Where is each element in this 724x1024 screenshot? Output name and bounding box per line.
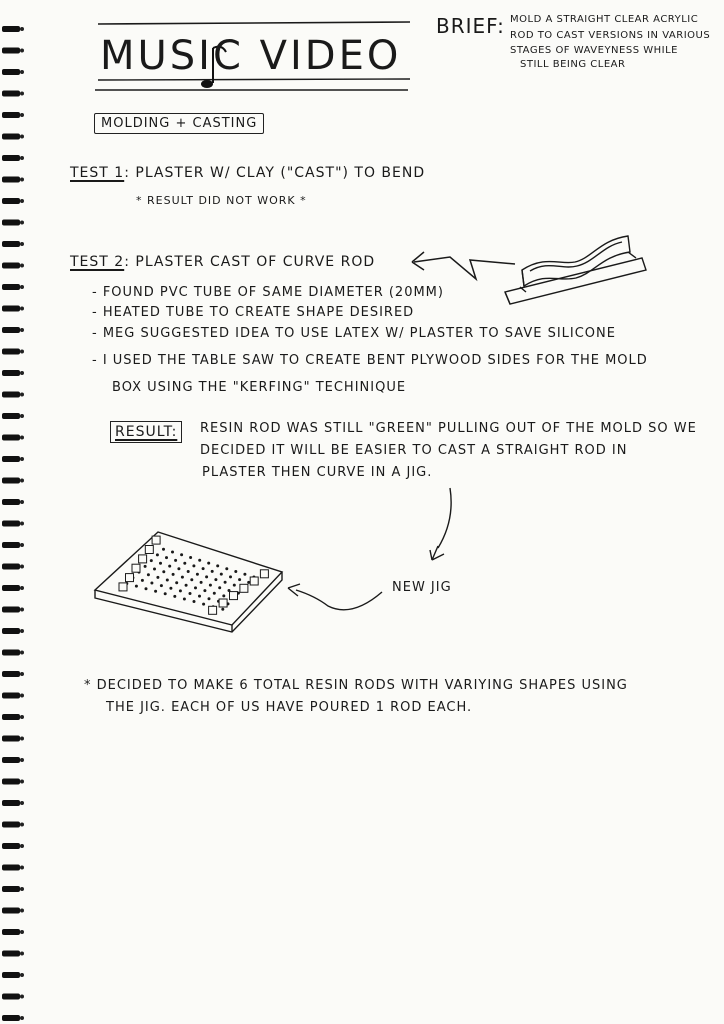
spiral-ring-icon <box>2 263 24 269</box>
spiral-ring-icon <box>2 26 24 32</box>
spiral-ring-icon <box>2 478 24 484</box>
spiral-ring-icon <box>2 757 24 763</box>
jig-peg <box>145 546 153 554</box>
test1-block <box>70 165 425 181</box>
jig-hole <box>189 556 192 559</box>
jig-hole <box>218 586 221 589</box>
jig-peg <box>219 599 227 607</box>
jig-hole <box>205 575 208 578</box>
jig-hole <box>153 568 156 571</box>
jig-hole <box>232 597 235 600</box>
jig-hole <box>237 592 240 595</box>
spiral-ring-icon <box>2 392 24 398</box>
result-label <box>110 421 182 443</box>
jig-hole <box>180 553 183 556</box>
jig-hole <box>150 582 153 585</box>
jig-hole <box>183 598 186 601</box>
brief-line: ROD TO CAST VERSIONS IN VARIOUS <box>510 30 711 41</box>
spiral-ring-icon <box>2 349 24 355</box>
jig-hole <box>224 581 227 584</box>
jig-hole <box>145 587 148 590</box>
jig-hole <box>202 603 205 606</box>
spiral-ring-icon <box>2 908 24 914</box>
jig-hole <box>141 579 144 582</box>
spiral-ring-icon <box>2 499 24 505</box>
spiral-ring-icon <box>2 306 24 312</box>
spiral-ring-icon <box>2 456 24 462</box>
spiral-ring-icon <box>2 951 24 957</box>
jig-hole <box>159 562 162 565</box>
jig-hole <box>174 559 177 562</box>
jig-hole <box>233 584 236 587</box>
jig-hole <box>247 581 250 584</box>
jig-hole <box>150 559 153 562</box>
jig-hole <box>190 578 193 581</box>
jig-hole <box>225 567 228 570</box>
spiral-ring-icon <box>2 112 24 118</box>
jig-hole <box>211 570 214 573</box>
brief-line: STAGES OF WAVEYNESS WHILE <box>510 45 678 56</box>
jig-peg <box>119 583 127 591</box>
spiral-ring-icon <box>2 155 24 161</box>
jig-hole <box>198 559 201 562</box>
jig-hole <box>164 592 167 595</box>
section-heading: MOLDING + CASTING <box>94 113 264 134</box>
spiral-ring-icon <box>2 370 24 376</box>
spiral-ring-icon <box>2 435 24 441</box>
jig-hole <box>198 595 201 598</box>
spiral-ring-icon <box>2 671 24 677</box>
jig-label: NEW JIG <box>392 580 452 595</box>
brief-label: BRIEF: <box>436 14 505 38</box>
spiral-ring-icon <box>2 736 24 742</box>
jig-peg <box>132 564 140 572</box>
conclusion-line: * DECIDED TO MAKE 6 TOTAL RESIN RODS WITH VARIYING SHAPES USING <box>84 678 628 693</box>
jig-hole <box>242 586 245 589</box>
jig-hole <box>172 573 175 576</box>
spiral-ring-icon <box>2 284 24 290</box>
spiral-ring-icon <box>2 134 24 140</box>
result-line: DECIDED IT WILL BE EASIER TO CAST A STRAIGHT ROD IN <box>200 443 628 458</box>
spiral-ring-icon <box>2 972 24 978</box>
mold-box-sketch <box>505 236 646 304</box>
jig-hole <box>208 597 211 600</box>
title-rule-top <box>98 22 410 24</box>
test2-bullet: - MEG SUGGESTED IDEA TO USE LATEX W/ PLASTER TO SAVE SILICONE <box>92 326 616 341</box>
jig-hole <box>189 592 192 595</box>
jig-peg <box>240 584 248 592</box>
jig-hole <box>202 567 205 570</box>
jig-peg <box>209 606 217 614</box>
arrow-to-mold <box>414 257 515 279</box>
jig-hole <box>234 570 237 573</box>
result-label-text: RESULT: <box>115 424 178 440</box>
spiral-ring-icon <box>2 564 24 570</box>
spiral-ring-icon <box>2 994 24 1000</box>
jig-hole <box>213 592 216 595</box>
jig-hole <box>252 576 255 579</box>
jig-hole <box>138 571 141 574</box>
spiral-ring-icon <box>2 822 24 828</box>
jig-hole <box>125 582 128 585</box>
jig-hole <box>185 584 188 587</box>
test2-label: TEST 2 <box>70 254 125 270</box>
spiral-ring-icon <box>2 800 24 806</box>
spiral-ring-icon <box>2 650 24 656</box>
jig-peg <box>126 574 134 582</box>
test2-bullet: BOX USING THE "KERFING" TECHINIQUE <box>112 380 407 395</box>
jig-hole <box>227 602 230 605</box>
spiral-binding <box>0 0 40 1024</box>
jig-peg-holes <box>125 548 255 611</box>
jig-hole <box>200 581 203 584</box>
spiral-ring-icon <box>2 585 24 591</box>
jig-hole <box>179 589 182 592</box>
test1-text: : PLASTER W/ CLAY ("CAST") TO BEND <box>124 165 426 181</box>
spiral-ring-icon <box>2 865 24 871</box>
jig-hole <box>212 605 215 608</box>
spiral-ring-icon <box>2 177 24 183</box>
spiral-ring-icon <box>2 91 24 97</box>
jig-peg <box>139 555 147 563</box>
jig-hole <box>228 589 231 592</box>
jig-hole <box>216 564 219 567</box>
jig-hole <box>187 570 190 573</box>
jig-hole <box>154 590 157 593</box>
jig-hole <box>168 565 171 568</box>
spiral-ring-icon <box>2 628 24 634</box>
test2-bullet: - I USED THE TABLE SAW TO CREATE BENT PLYWOOD SIDES FOR THE MOLD <box>92 353 648 368</box>
jig-hole <box>171 551 174 554</box>
test2-bullet: - FOUND PVC TUBE OF SAME DIAMETER (20MM) <box>92 285 444 300</box>
result-line: PLASTER THEN CURVE IN A JIG. <box>202 465 433 480</box>
spiral-ring-icon <box>2 69 24 75</box>
spiral-ring-icon <box>2 241 24 247</box>
arrow-to-jig-sketch <box>296 590 382 610</box>
spiral-ring-icon <box>2 714 24 720</box>
brief-line: MOLD A STRAIGHT CLEAR ACRYLIC <box>510 14 699 25</box>
jig-hole <box>162 570 165 573</box>
test1-label: TEST 1 <box>70 165 125 181</box>
jig-hole <box>156 553 159 556</box>
spiral-ring-icon <box>2 1015 24 1021</box>
spiral-ring-icon <box>2 843 24 849</box>
jig-hole <box>207 562 210 565</box>
arrow-to-jig <box>438 488 451 548</box>
test2-bullet: - HEATED TUBE TO CREATE SHAPE DESIRED <box>92 305 415 320</box>
spiral-ring-icon <box>2 607 24 613</box>
jig-peg <box>152 536 160 544</box>
jig-hole <box>229 575 232 578</box>
jig-board-sketch <box>95 532 282 632</box>
jig-peg <box>260 570 268 578</box>
jig-hole <box>222 594 225 597</box>
jig-peg <box>250 577 258 585</box>
jig-hole <box>221 608 224 611</box>
jig-hole <box>194 586 197 589</box>
jig-hole <box>144 565 147 568</box>
test2-block <box>70 254 375 270</box>
spiral-ring-icon <box>2 413 24 419</box>
page-title: MUSIC VIDEO <box>100 33 402 79</box>
jig-hole <box>193 600 196 603</box>
jig-hole <box>183 562 186 565</box>
jig-hole <box>214 578 217 581</box>
spiral-ring-icon <box>2 48 24 54</box>
test2-text: : PLASTER CAST OF CURVE ROD <box>124 254 376 270</box>
jig-pegs <box>119 536 268 614</box>
jig-hole <box>175 581 178 584</box>
spiral-ring-icon <box>2 886 24 892</box>
jig-hole <box>156 576 159 579</box>
result-line: RESIN ROD WAS STILL "GREEN" PULLING OUT OF THE MOLD SO WE <box>200 421 697 436</box>
test1-note: * RESULT DID NOT WORK * <box>136 194 307 207</box>
jig-hole <box>217 600 220 603</box>
jig-hole <box>209 584 212 587</box>
jig-hole <box>181 576 184 579</box>
jig-hole <box>238 578 241 581</box>
spiral-ring-icon <box>2 220 24 226</box>
jig-hole <box>169 587 172 590</box>
title-rule-mid <box>98 79 410 80</box>
spiral-ring-icon <box>2 929 24 935</box>
jig-hole <box>160 584 163 587</box>
jig-hole <box>162 548 165 551</box>
jig-hole <box>135 585 138 588</box>
jig-hole <box>166 579 169 582</box>
conclusion-line: THE JIG. EACH OF US HAVE POURED 1 ROD EACH. <box>106 700 473 715</box>
spiral-ring-icon <box>2 198 24 204</box>
jig-peg <box>230 592 238 600</box>
jig-hole <box>147 573 150 576</box>
spiral-ring-icon <box>2 327 24 333</box>
jig-hole <box>196 573 199 576</box>
brief-line: STILL BEING CLEAR <box>520 59 626 70</box>
jig-hole <box>131 576 134 579</box>
jig-hole <box>203 589 206 592</box>
jig-hole <box>243 573 246 576</box>
spiral-ring-icon <box>2 779 24 785</box>
spiral-ring-icon <box>2 521 24 527</box>
spiral-ring-icon <box>2 542 24 548</box>
spiral-ring-icon <box>2 693 24 699</box>
jig-hole <box>173 595 176 598</box>
jig-hole <box>165 556 168 559</box>
jig-hole <box>220 573 223 576</box>
jig-hole <box>177 567 180 570</box>
jig-hole <box>192 564 195 567</box>
